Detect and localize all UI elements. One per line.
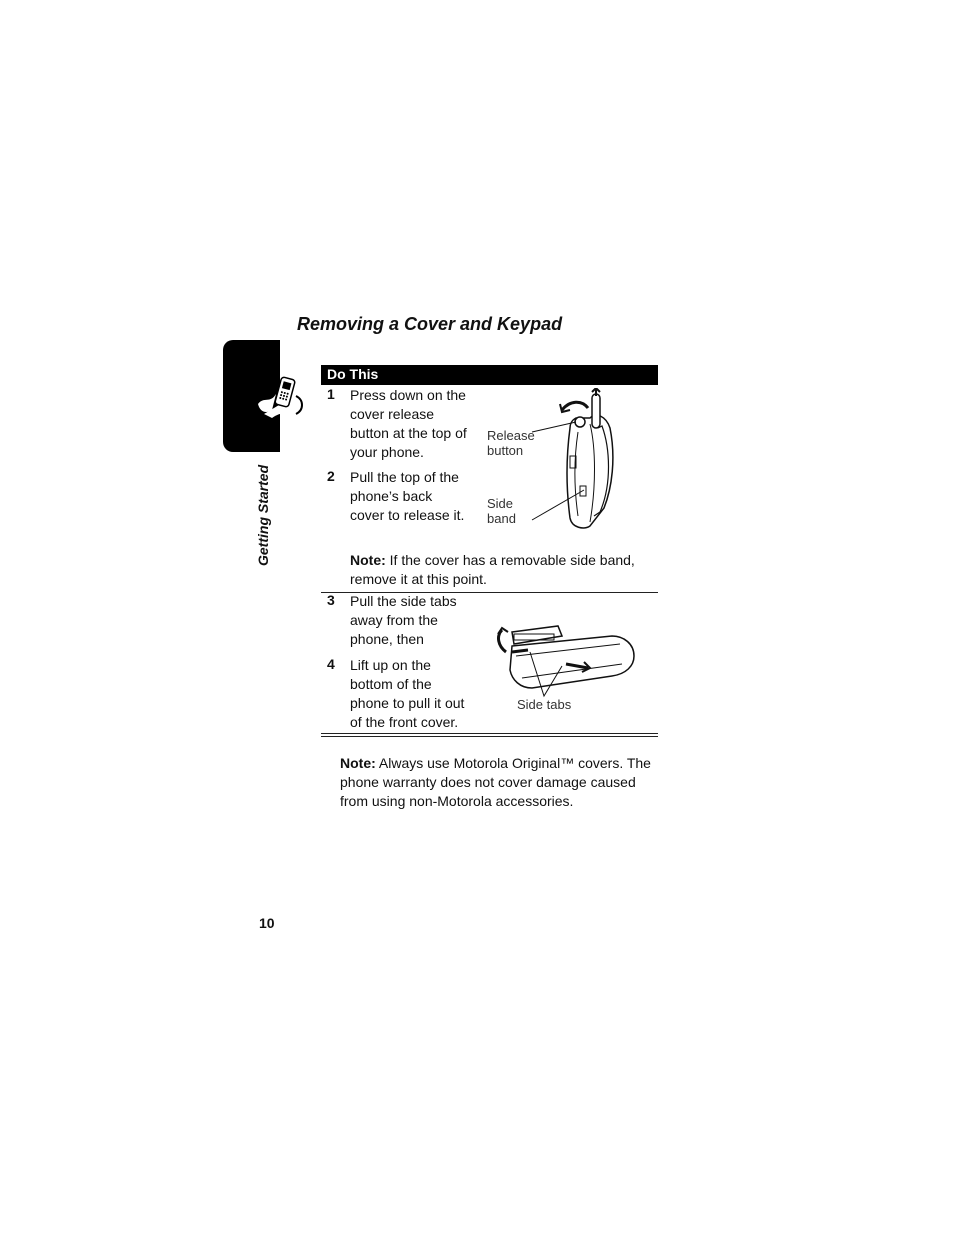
accessory-note <box>340 754 658 811</box>
step-number: 1 <box>327 386 335 402</box>
callout-line: band <box>487 511 516 526</box>
side-tabs-callout: Side tabs <box>517 697 572 712</box>
step-number: 4 <box>327 656 335 672</box>
section-tab-label: Getting Started <box>255 464 271 566</box>
table-bottom-rule <box>321 736 658 737</box>
side-band-callout <box>487 496 516 526</box>
step-line: cover to release it. <box>350 507 465 523</box>
step-line: Lift up on the <box>350 657 431 673</box>
page-title: Removing a Cover and Keypad <box>297 314 563 334</box>
step-line: phone, then <box>350 631 424 647</box>
step-line: of the front cover. <box>350 714 459 730</box>
note-text: If the cover has a removable side band, <box>385 552 635 568</box>
table-header-label: Do This <box>327 366 379 382</box>
note-text: from using non-Motorola accessories. <box>340 793 574 809</box>
step-text <box>350 592 457 649</box>
step-line: phone to pull it out <box>350 695 465 711</box>
step-line: bottom of the <box>350 676 432 692</box>
step-line: Press down on the <box>350 387 466 403</box>
callout-line: button <box>487 443 524 458</box>
step-line: Pull the side tabs <box>350 593 457 609</box>
step-line: away from the <box>350 612 438 628</box>
step-number: 2 <box>327 468 335 484</box>
step-number: 3 <box>327 592 335 608</box>
callout-line: Side <box>487 496 514 511</box>
table-bottom-rule <box>321 733 658 734</box>
step-line: button at the top of <box>350 425 467 441</box>
note-text: phone warranty does not cover damage caused <box>340 774 636 790</box>
note-text: Always use Motorola Original™ covers. The <box>375 755 651 771</box>
table-header <box>321 365 658 385</box>
callout-line: Release <box>487 428 535 443</box>
callout-leader-lines <box>528 420 588 530</box>
phone-hand-icon <box>254 374 306 420</box>
note-label: Note: <box>340 755 376 771</box>
inline-note <box>350 551 655 589</box>
page-number: 10 <box>259 915 275 931</box>
note-label: Note: <box>350 552 386 568</box>
note-text: remove it at this point. <box>350 571 487 587</box>
step-line: cover release <box>350 406 435 422</box>
step-text <box>350 468 464 525</box>
step-line: Pull the top of the <box>350 469 459 485</box>
step-text <box>350 656 464 732</box>
side-tabs-illustration <box>492 616 638 702</box>
step-line: your phone. <box>350 444 424 460</box>
release-button-callout <box>487 428 535 458</box>
step-text <box>350 386 467 462</box>
step-line: phone’s back <box>350 488 433 504</box>
